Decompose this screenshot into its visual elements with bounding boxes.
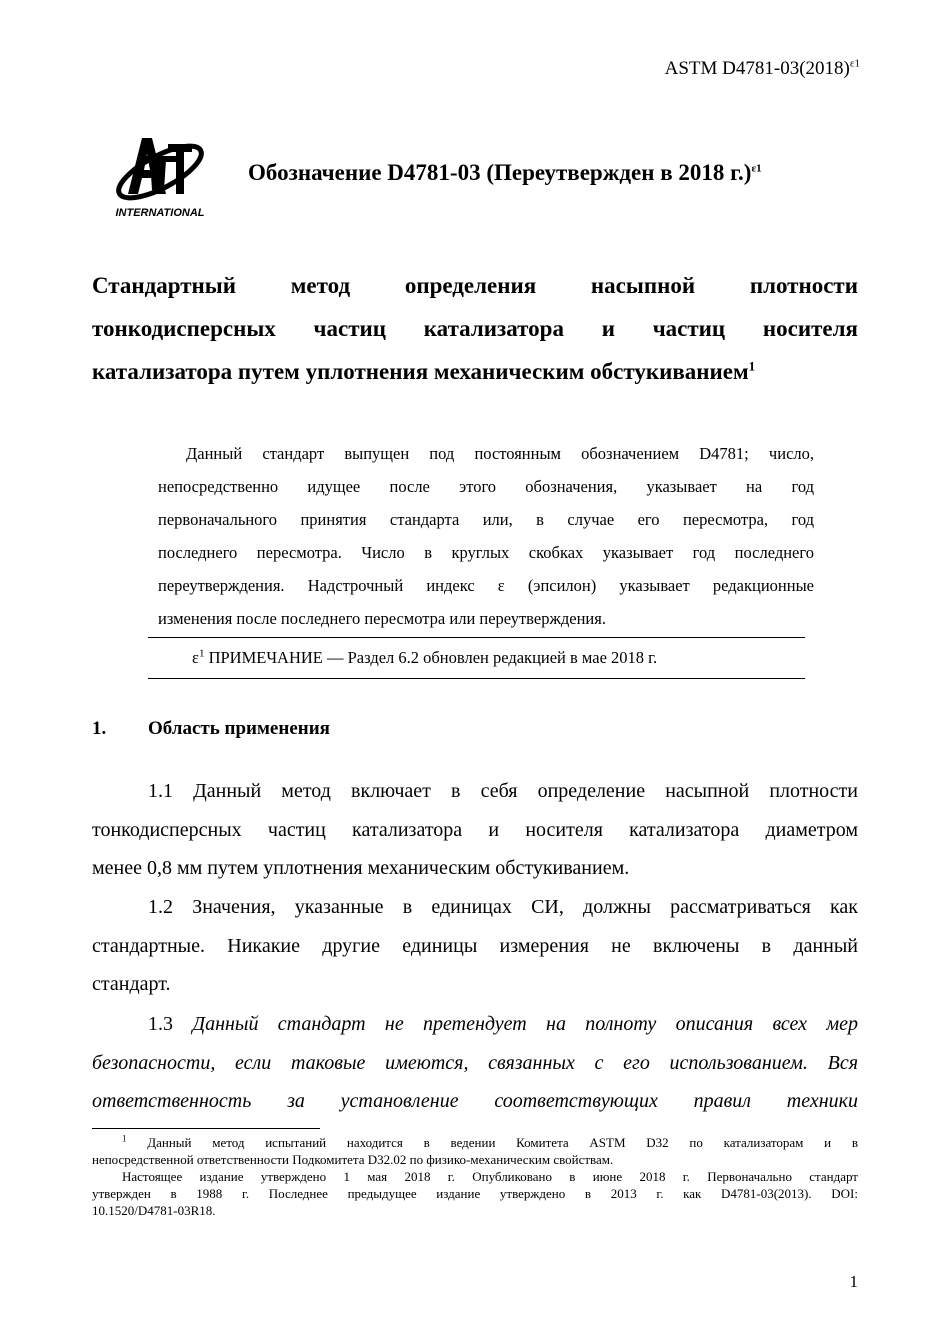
note-mark: ε bbox=[192, 648, 199, 667]
title-footnote-mark: 1 bbox=[748, 358, 756, 374]
note-text: ПРИМЕЧАНИЕ — Раздел 6.2 обновлен редакцией в мае 2018 г. bbox=[204, 648, 658, 667]
paragraph-line: менее 0,8 мм путем уплотнения механическим обстукиванием. bbox=[92, 857, 630, 879]
footnote-line: непосредственной ответственности Подкомитета D32.02 по физико-механическим свойствам. bbox=[92, 1152, 614, 1167]
paragraph-1-3 bbox=[92, 1005, 858, 1121]
footnotes bbox=[92, 1134, 858, 1219]
designation-title bbox=[248, 160, 762, 186]
paragraph-line: стандартные. Никакие другие единицы измерения не включены в данный bbox=[92, 934, 858, 957]
paragraph-number: 1.3 bbox=[148, 1013, 193, 1035]
editorial-note bbox=[192, 648, 657, 668]
astm-logo bbox=[108, 130, 212, 222]
designation-ref-superscript: ε1 bbox=[849, 57, 860, 70]
footnote-line: 10.1520/D4781-03R18. bbox=[92, 1203, 216, 1218]
paragraph-line: 1.1 Данный метод включает в себя определение насыпной плотности bbox=[148, 780, 858, 802]
preface-line: первоначального принятия стандарта или, в случае его пересмотра, год bbox=[158, 510, 814, 529]
paragraph-line: стандарт. bbox=[92, 973, 171, 995]
paragraph-line: ответственность за установление соответствующих правил техники bbox=[92, 1090, 858, 1112]
standard-title bbox=[92, 264, 858, 393]
paragraph-line: тонкодисперсных частиц катализатора и носителя катализатора диаметром bbox=[92, 818, 858, 841]
note-bottom-rule bbox=[148, 678, 805, 679]
section-number: 1. bbox=[92, 718, 107, 739]
logo-text: INTERNATIONAL bbox=[115, 207, 205, 219]
page-number: 1 bbox=[849, 1272, 858, 1291]
footnote-mark: 1 bbox=[122, 1133, 127, 1144]
designation-superscript: ε1 bbox=[751, 162, 762, 175]
designation-text: Обозначение D4781-03 (Переутвержден в 2018 г.) bbox=[248, 160, 752, 185]
note-top-rule bbox=[148, 637, 805, 638]
title-line-text: катализатора путем уплотнения механическим обстукиванием bbox=[92, 359, 749, 384]
title-line: Стандартный метод определения насыпной плотности bbox=[92, 273, 858, 298]
designation-ref-text: ASTM D4781-03(2018) bbox=[664, 58, 850, 79]
footnote-text: Данный метод испытаний находится в ведении Комитета ASTM D32 по катализаторам и в bbox=[126, 1135, 858, 1150]
preface-line: переутверждения. Надстрочный индекс ε (эпсилон) указывает редакционные bbox=[158, 576, 814, 595]
preface-line: Данный стандарт выпущен под постоянным обозначением D4781; число, bbox=[186, 444, 814, 463]
paragraph-line: 1.2 Значения, указанные в единицах СИ, должны рассматриваться как bbox=[148, 896, 858, 918]
footnote-line: утвержден в 1988 г. Последнее предыдущее издание утверждено в 2013 г. как D4781-03(2013). DOI: bbox=[92, 1186, 858, 1201]
document-designation-header bbox=[665, 58, 860, 80]
preface-line: последнего пересмотра. Число в круглых скобках указывает год последнего bbox=[158, 543, 814, 562]
preface-line: изменения после последнего пересмотра или переутверждения. bbox=[158, 609, 606, 628]
preface-line: непосредственно идущее после этого обозначения, указывает на год bbox=[158, 477, 814, 496]
title-line-last bbox=[92, 350, 858, 393]
section-title: Область применения bbox=[148, 718, 330, 739]
paragraph-line bbox=[92, 1005, 858, 1044]
footnote-line bbox=[92, 1134, 858, 1151]
note-mark-superscript: 1 bbox=[198, 647, 205, 660]
paragraph-1-2 bbox=[92, 888, 858, 1004]
paragraph-1-1 bbox=[92, 772, 858, 888]
title-line: тонкодисперсных частиц катализатора и частиц носителя bbox=[92, 316, 858, 341]
paragraph-italic-text: Данный стандарт не претендует на полноту описания всех мер bbox=[192, 1013, 859, 1035]
preface-block bbox=[158, 437, 814, 635]
paragraph-line: безопасности, если таковые имеются, связанных с его использованием. Вся bbox=[92, 1051, 858, 1074]
footnote-line: Настоящее издание утверждено 1 мая 2018 г. Опубликовано в июне 2018 г. Первоначально стандарт bbox=[122, 1169, 858, 1184]
footnote-separator bbox=[92, 1128, 320, 1129]
section-heading bbox=[92, 718, 330, 740]
